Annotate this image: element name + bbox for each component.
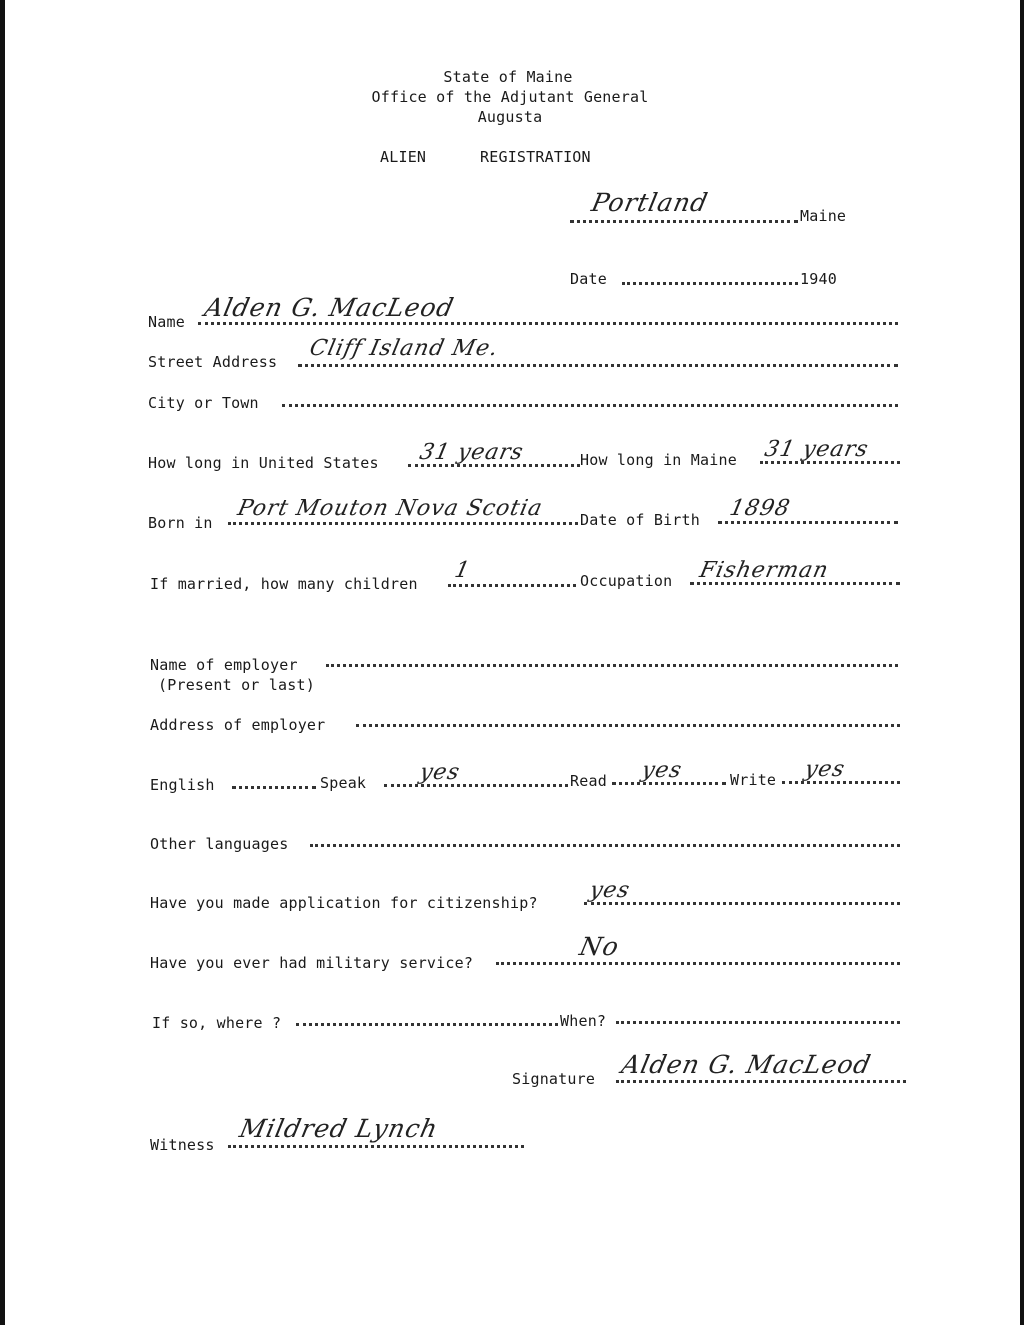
speak-value: yes (417, 760, 463, 785)
born-value: Port Mouton Nova Scotia (235, 496, 546, 521)
witness-value: Mildred Lynch (236, 1114, 441, 1143)
signature-label: Signature (512, 1070, 596, 1088)
employer-address-label: Address of employer (150, 716, 326, 734)
date-dots (622, 282, 798, 285)
occupation-value: Fisherman (697, 558, 832, 583)
write-value: yes (802, 757, 848, 782)
witness-label: Witness (150, 1136, 215, 1154)
dob-dots (718, 521, 898, 524)
citizenship-dots (584, 902, 900, 905)
children-value: 1 (452, 558, 473, 583)
write-label: Write (730, 771, 777, 789)
children-dots (448, 584, 576, 587)
witness-dots (228, 1145, 524, 1148)
place-value: Portland (588, 188, 711, 217)
header-office: Office of the Adjutant General (371, 88, 649, 106)
us-label: How long in United States (148, 454, 379, 472)
maine-value: 31 years (762, 437, 872, 462)
military-value: No (576, 932, 623, 961)
speak-label: Speak (320, 774, 367, 792)
where-dots (296, 1023, 558, 1026)
street-value: Cliff Island Me. (307, 336, 501, 361)
other-languages-label: Other languages (150, 835, 289, 853)
street-dots (298, 364, 898, 367)
citizenship-label: Have you made application for citizenship? (150, 894, 538, 912)
read-value: yes (639, 758, 685, 783)
city-dots (282, 404, 898, 407)
other-languages-dots (310, 844, 900, 847)
dob-value: 1898 (727, 496, 793, 521)
date-label: Date (570, 270, 607, 288)
form-title-left: ALIEN (380, 148, 427, 166)
maine-label: How long in Maine (580, 451, 737, 469)
employer-dots (326, 664, 898, 667)
header-state: State of Maine (443, 68, 573, 86)
place-suffix: Maine (800, 207, 847, 225)
signature-value: Alden G. MacLeod (618, 1050, 874, 1079)
employer-note: (Present or last) (158, 676, 315, 694)
name-value: Alden G. MacLeod (201, 293, 457, 322)
employer-address-dots (356, 724, 900, 727)
occupation-label: Occupation (580, 572, 673, 590)
when-label: When? (560, 1012, 607, 1030)
employer-label: Name of employer (150, 656, 298, 674)
citizenship-value: yes (587, 878, 633, 903)
read-label: Read (570, 772, 607, 790)
city-label: City or Town (148, 394, 259, 412)
born-label: Born in (148, 514, 213, 532)
us-value: 31 years (417, 440, 527, 465)
form-title-right: REGISTRATION (480, 148, 591, 166)
name-label: Name (148, 313, 185, 331)
military-dots (496, 962, 900, 965)
children-label: If married, how many children (150, 575, 418, 593)
date-year: 1940 (800, 270, 837, 288)
dob-label: Date of Birth (580, 511, 700, 529)
signature-dots (616, 1080, 906, 1083)
place-dots (570, 220, 798, 223)
english-label: English (150, 776, 215, 794)
street-label: Street Address (148, 353, 278, 371)
when-dots (616, 1021, 900, 1024)
born-dots (228, 522, 578, 525)
english-dots (232, 786, 316, 789)
name-dots (198, 322, 898, 325)
header-city: Augusta (477, 108, 543, 126)
where-label: If so, where ? (152, 1014, 282, 1032)
military-label: Have you ever had military service? (150, 954, 474, 972)
speak-dots (384, 784, 568, 787)
